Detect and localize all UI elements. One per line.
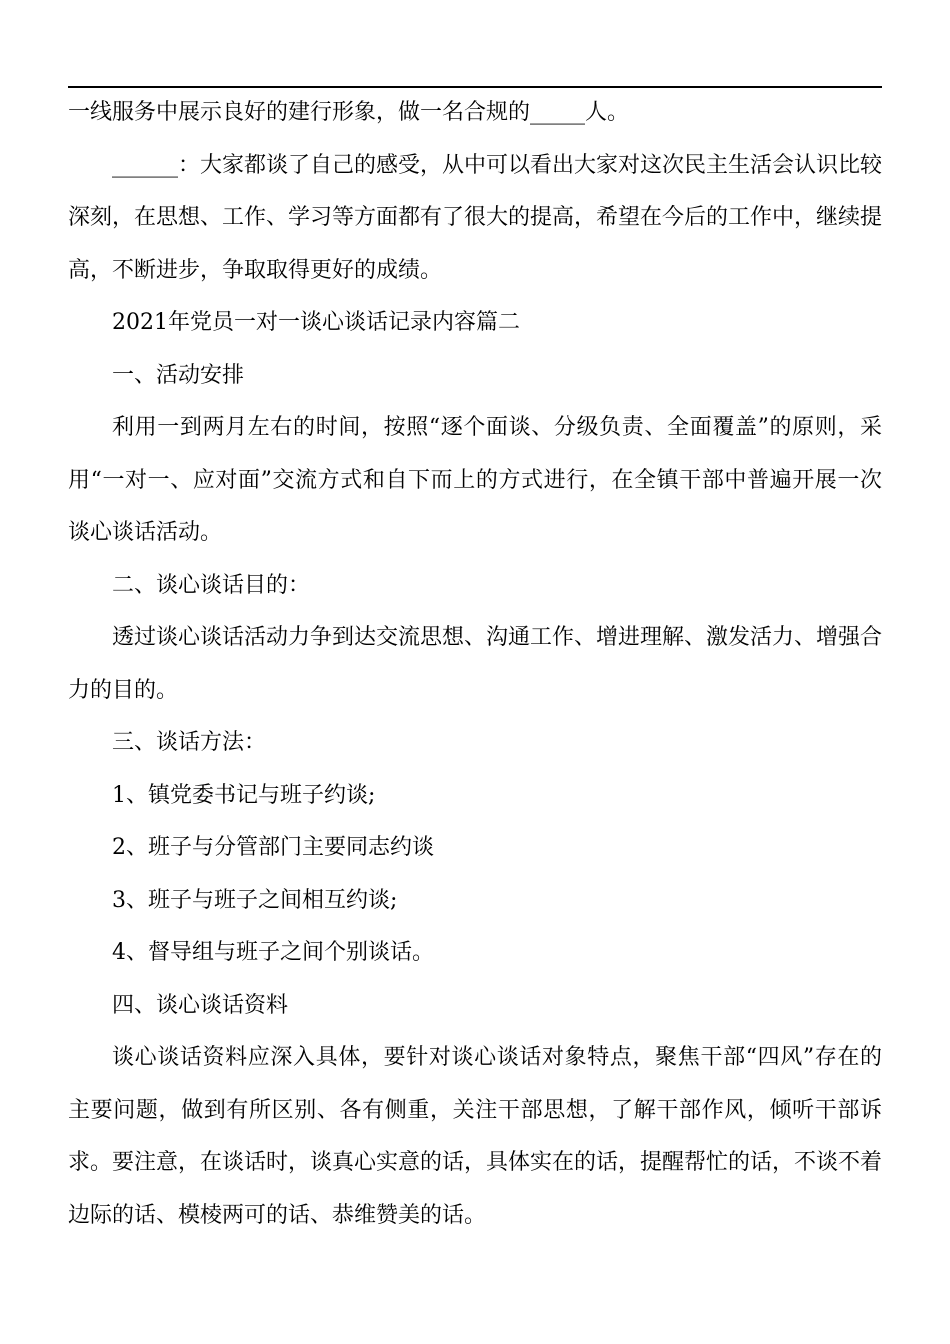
paragraph-purpose: 透过谈心谈话活动力争到达交流思想、沟通工作、增进理解、激发活力、增强合力的目的。 [68,625,883,703]
list-item-method-2: 2、班子与分管部门主要同志约谈 [112,835,434,860]
paragraph-continuation: 一线服务中展示良好的建行形象，做一名合规的_____人。 [68,100,630,125]
paragraph-summary: ______：大家都谈了自己的感受，从中可以看出大家对这次民主生活会认识比较深刻，在思想、工作、学习等方面都有了很大的提高，希望在今后的工作中，继续提高，不断进步，争取取得更好的成绩。 [68,152,883,283]
paragraph-content: 谈心谈话资料应深入具体，要针对谈心谈话对象特点，聚焦干部“四风”存在的主要问题，做到有所区别、各有侧重，关注干部思想，了解干部作风，倾听干部诉求。要注意，在谈话时，谈真心实意的话，具体实在的话，提醒帮忙的话，不谈不着边际的话、模棱两可的话、恭维赞美的话。 [68,1045,883,1228]
list-item-method-1: 1、镇党委书记与班子约谈; [112,782,376,808]
list-item-method-4: 4、督导组与班子之间个别谈话。 [112,940,434,965]
heading-method: 三、谈话方法： [112,730,267,755]
document-body [68,87,882,1242]
heading-content: 四、谈心谈话资料 [112,992,289,1018]
list-item-method-3: 3、班子与班子之间相互约谈; [112,887,398,913]
heading-purpose: 二、谈心谈话目的： [112,572,311,598]
section-title: 2021年党员一对一谈心谈话记录内容篇二 [112,310,520,335]
heading-activity-arrangement: 一、活动安排 [112,362,245,388]
paragraph-activity-arrangement: 利用一到两月左右的时间，按照“逐个面谈、分级负责、全面覆盖”的原则，采用“一对一、应对面”交流方式和自下而上的方式进行，在全镇干部中普遍开展一次谈心谈话活动。 [68,415,882,545]
